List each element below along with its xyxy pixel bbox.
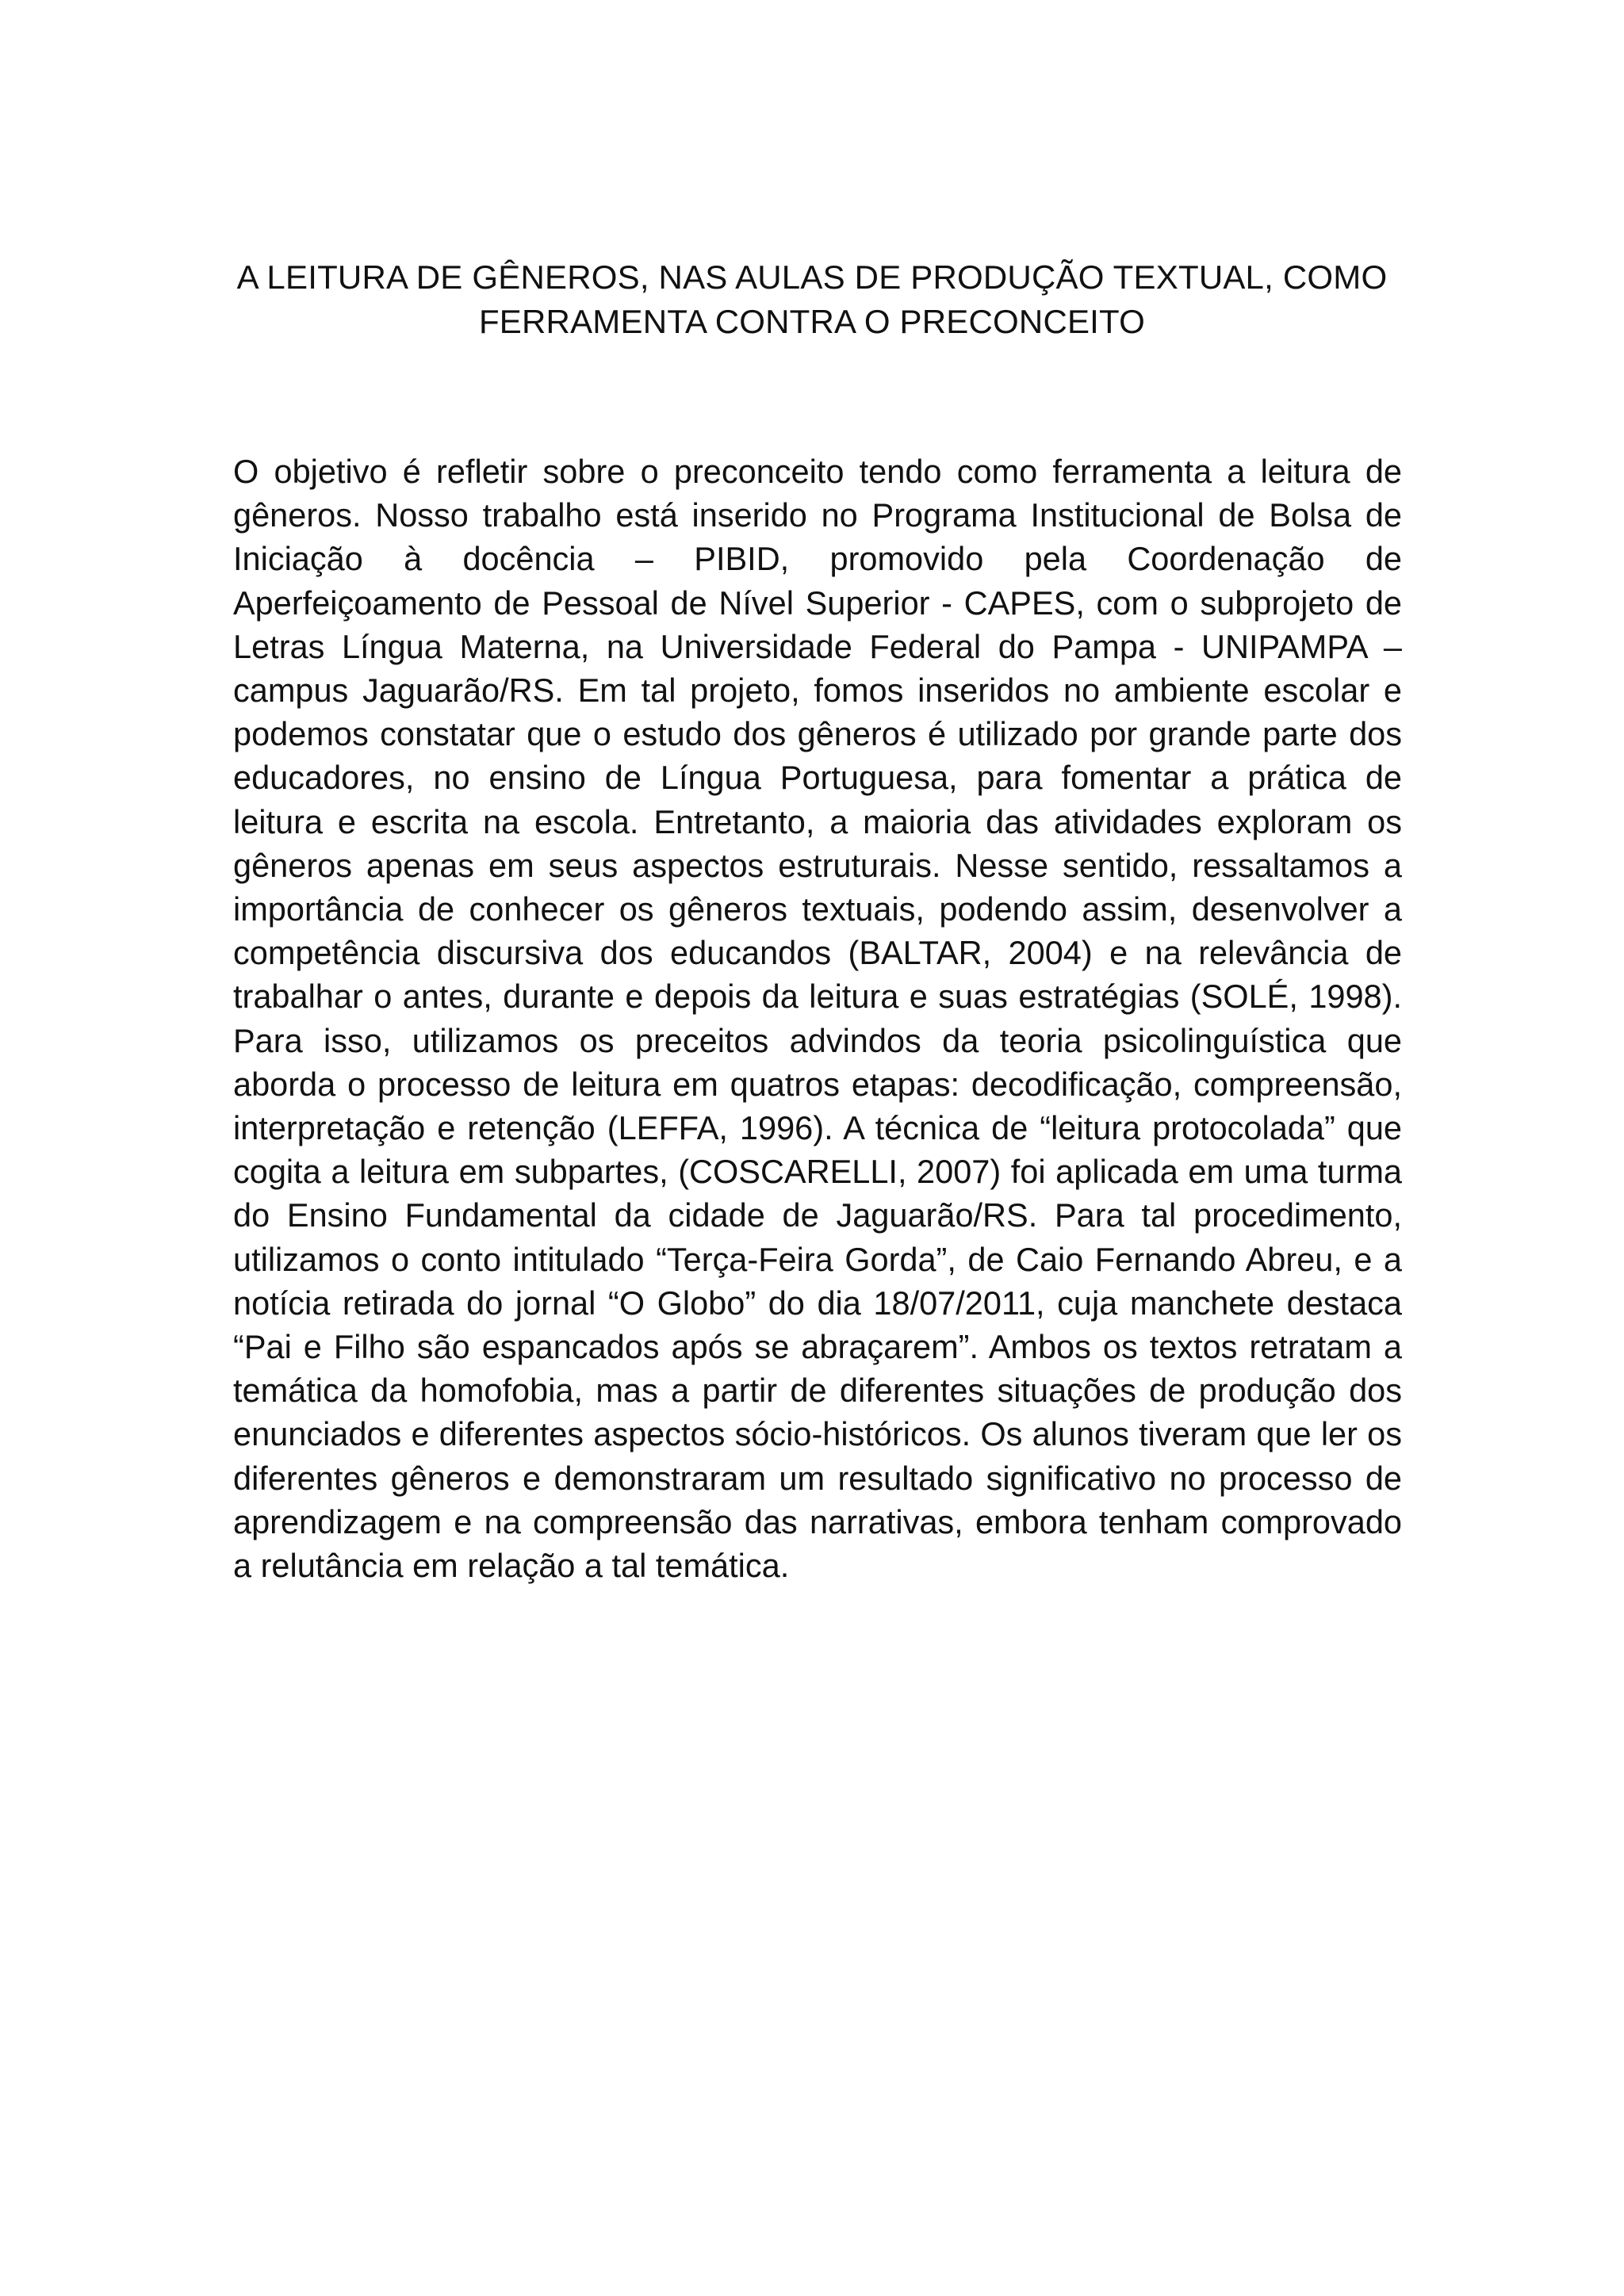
abstract-paragraph: O objetivo é refletir sobre o preconceito tendo como ferramenta a leitura de gêneros. Nosso trabalho está inserido no Programa Institucional de Bolsa de Iniciação à docência – PIBID, promovido pela Coordenação de Aperfeiçoamento de Pessoal de Nível Superior - CAPES, com o subprojeto de Letras Língua Materna, na Universidade Federal do Pampa - UNIPAMPA – campus Jaguarão/RS. Em tal projeto, fomos inseridos no ambiente escolar e podemos constatar que o estudo dos gêneros é utilizado por grande parte dos educadores, no ensino de Língua Portuguesa, para fomentar a prática de leitura e escrita na escola. Entretanto, a maioria das atividades exploram os gêneros apenas em seus aspectos estruturais. Nesse sentido, ressaltamos a importância de conhecer os gêneros textuais, podendo assim, desenvolver a competência discursiva dos educandos (BALTAR, 2004) e na relevância de trabalhar o antes, durante e depois da leitura e suas estratégias (SOLÉ, 1998). Para isso, utilizamos os preceitos advindos da teoria psicolinguística que aborda o processo de leitura em quatros etapas: decodificação, compreensão, interpretação e retenção (LEFFA, 1996). A técnica de “leitura protocolada” que cogita a leitura em subpartes, (COSCARELLI, 2007) foi aplicada em uma turma do Ensino Fundamental da cidade de Jaguarão/RS. Para tal procedimento, utilizamos o conto intitulado “Terça-Feira Gorda”, de Caio Fernando Abreu, e a notícia retirada do jornal “O Globo” do dia 18/07/2011, cuja manchete destaca “Pai e Filho são espancados após se abraçarem”. Ambos os textos retratam a temática da homofobia, mas a partir de diferentes situações de produção dos enunciados e diferentes aspectos sócio-históricos. Os alunos tiveram que ler os diferentes gêneros e demonstraram um resultado significativo no processo de aprendizagem e na compreensão das narrativas, embora tenham comprovado a relutância em relação a tal temática. — [233, 453, 1402, 1585]
document-title — [206, 255, 1418, 344]
title-line-2: FERRAMENTA CONTRA O PRECONCEITO — [478, 303, 1146, 340]
title-line-1: A LEITURA DE GÊNEROS, NAS AULAS DE PRODUÇÃO TEXTUAL, COMO — [236, 258, 1388, 296]
